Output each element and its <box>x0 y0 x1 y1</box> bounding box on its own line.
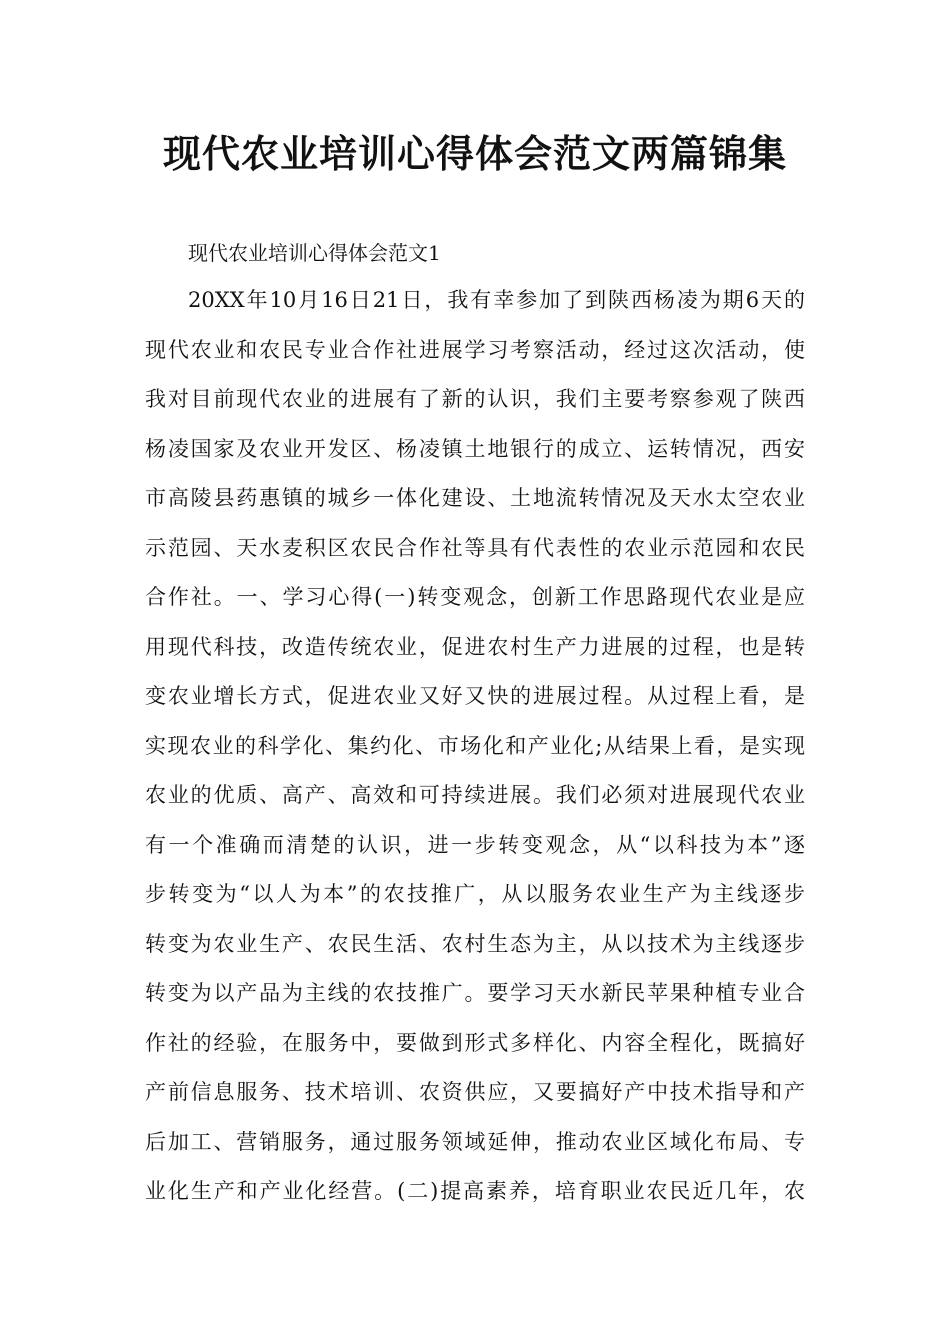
text-line: 步转变为“以人为本”的农技推广，从以服务农业生产为主线逐步 <box>145 882 805 906</box>
text-line: 示范园、天水麦积区农民合作社等具有代表性的农业示范园和农民 <box>145 535 805 560</box>
text-line: 农业的优质、高产、高效和可持续进展。我们必须对进展现代农业 <box>145 783 805 807</box>
text-line: 实现农业的科学化、集约化、市场化和产业化;从结果上看，是实现 <box>145 733 805 758</box>
text-line: 市高陵县药惠镇的城乡一体化建设、土地流转情况及天水太空农业 <box>145 486 805 510</box>
text-line: 变农业增长方式，促进农业又好又快的进展过程。从过程上看，是 <box>145 684 805 708</box>
text-line: 有一个准确而清楚的认识，进一步转变观念，从“以科技为本”逐 <box>145 832 805 857</box>
text-line: 合作社。一、学习心得(一)转变观念，创新工作思路现代农业是应 <box>145 585 805 609</box>
document-title: 现代农业培训心得体会范文两篇锦集 <box>162 132 787 176</box>
text-line: 转变为农业生产、农民生活、农村生态为主，从以技术为主线逐步 <box>145 931 805 956</box>
text-line: 后加工、营销服务，通过服务领域延伸，推动农业区域化布局、专 <box>145 1129 805 1154</box>
body-text <box>0 283 950 1224</box>
text-line: 杨凌国家及农业开发区、杨凌镇土地银行的成立、运转情况，西安 <box>145 436 805 461</box>
text-line: 我对目前现代农业的进展有了新的认识，我们主要考察参观了陕西 <box>145 387 805 411</box>
text-line: 现代农业和农民专业合作社进展学习考察活动，经过这次活动，使 <box>145 337 805 362</box>
text-line: 作社的经验，在服务中，要做到形式多样化、内容全程化，既搞好 <box>145 1030 805 1055</box>
text-line: 20XX年10月16日21日，我有幸参加了到陕西杨凌为期6天的 <box>188 288 805 312</box>
text-line: 产前信息服务、技术培训、农资供应，又要搞好产中技术指导和产 <box>145 1080 805 1104</box>
text-line: 用现代科技，改造传统农业，促进农村生产力进展的过程，也是转 <box>145 634 805 659</box>
section-heading: 现代农业培训心得体会范文1 <box>188 241 441 265</box>
text-line: 业化生产和产业化经营。(二)提高素养，培育职业农民近几年，农 <box>145 1179 805 1203</box>
text-line: 转变为以产品为主线的农技推广。要学习天水新民苹果种植专业合 <box>145 981 805 1005</box>
